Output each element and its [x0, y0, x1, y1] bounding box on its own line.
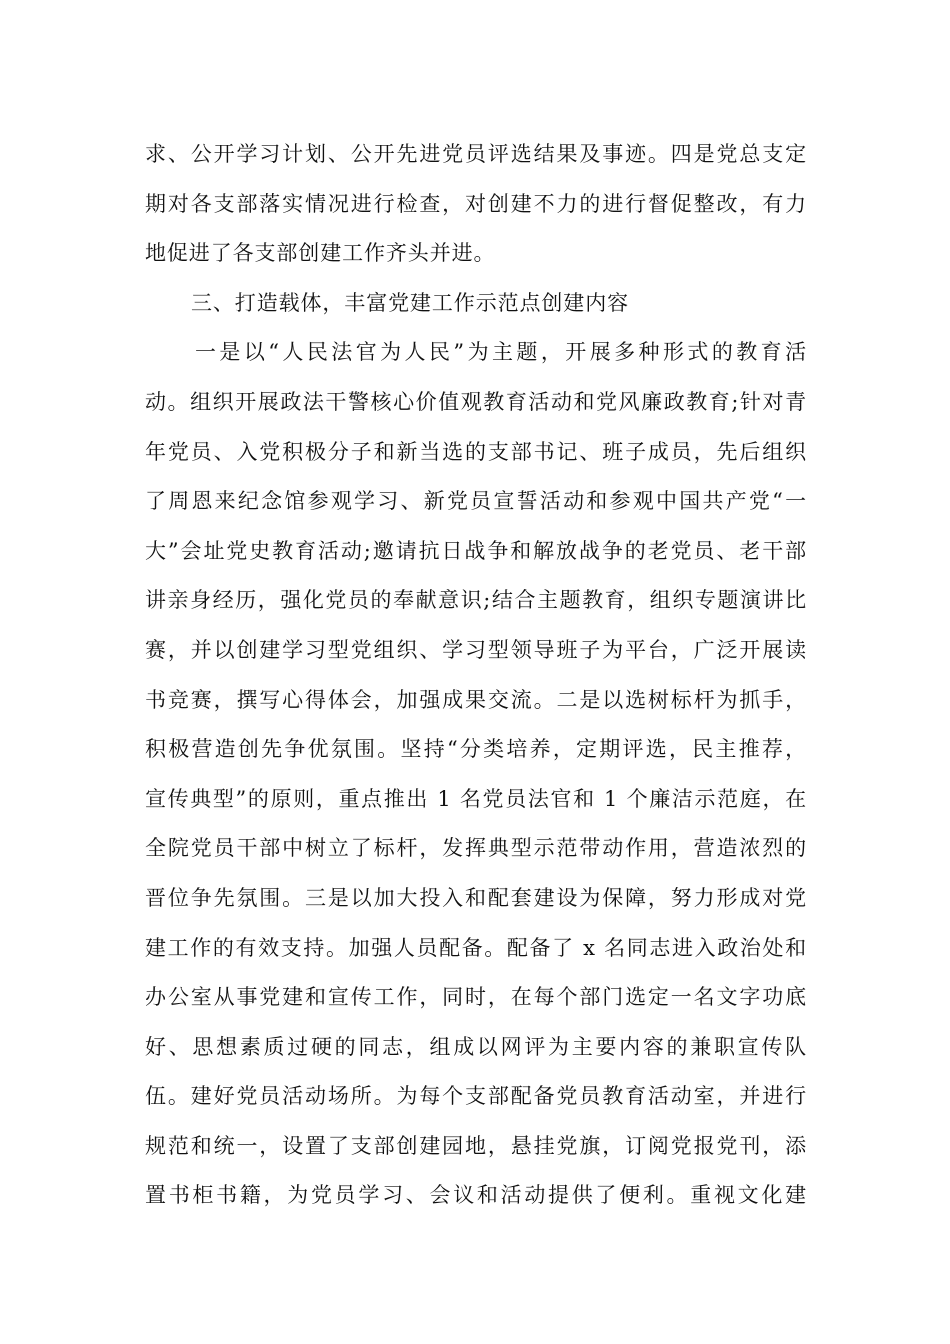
text-line: 一是以“人民法官为人民”为主题，开展多种形式的教育活 — [195, 340, 807, 365]
text-line: 地促进了各支部创建工作齐头并进。 — [145, 241, 496, 266]
text-line: 讲亲身经历，强化党员的奉献意识;结合主题教育，组织专题演讲比 — [145, 588, 807, 613]
text-line: 了周恩来纪念馆参观学习、新党员宣誓活动和参观中国共产党“一 — [145, 489, 807, 514]
text-line: 求、公开学习计划、公开先进党员评选结果及事迹。四是党总支定 — [145, 142, 807, 166]
section-heading: 三、打造载体，丰富党建工作示范点创建内容 — [191, 290, 629, 315]
text-line: 全院党员干部中树立了标杆，发挥典型示范带动作用，营造浓烈的 — [145, 836, 807, 861]
text-line: 年党员、入党积极分子和新当选的支部书记、班子成员，先后组织 — [145, 439, 807, 464]
text-line: 赛，并以创建学习型党组织、学习型领导班子为平台，广泛开展读 — [145, 637, 807, 662]
text-line: 积极营造创先争优氛围。坚持“分类培养，定期评选，民主推荐， — [145, 737, 807, 762]
text-line: 大”会址党史教育活动;邀请抗日战争和解放战争的老党员、老干部 — [145, 538, 807, 563]
text-line: 伍。建好党员活动场所。为每个支部配备党员教育活动室，并进行 — [145, 1084, 807, 1109]
text-line: 书竞赛，撰写心得体会，加强成果交流。二是以选树标杆为抓手， — [145, 687, 807, 712]
body-text — [145, 130, 807, 1221]
text-line: 动。组织开展政法干警核心价值观教育活动和党风廉政教育;针对青 — [145, 389, 807, 414]
text-line: 置书柜书籍，为党员学习、会议和活动提供了便利。重视文化建 — [145, 1183, 807, 1208]
text-line: 期对各支部落实情况进行检查，对创建不力的进行督促整改，有力 — [145, 191, 807, 216]
text-line: 办公室从事党建和宣传工作，同时，在每个部门选定一名文字功底 — [145, 985, 807, 1010]
text-line: 好、思想素质过硬的同志，组成以网评为主要内容的兼职宣传队 — [145, 1034, 807, 1059]
text-line: 宣传典型”的原则，重点推出 1 名党员法官和 1 个廉洁示范庭，在 — [145, 786, 807, 811]
text-line: 建工作的有效支持。加强人员配备。配备了 x 名同志进入政治处和 — [145, 935, 807, 960]
text-line: 规范和统一，设置了支部创建园地，悬挂党旗，订阅党报党刊，添 — [145, 1133, 807, 1158]
text-line: 晋位争先氛围。三是以加大投入和配套建设为保障，努力形成对党 — [145, 885, 807, 910]
